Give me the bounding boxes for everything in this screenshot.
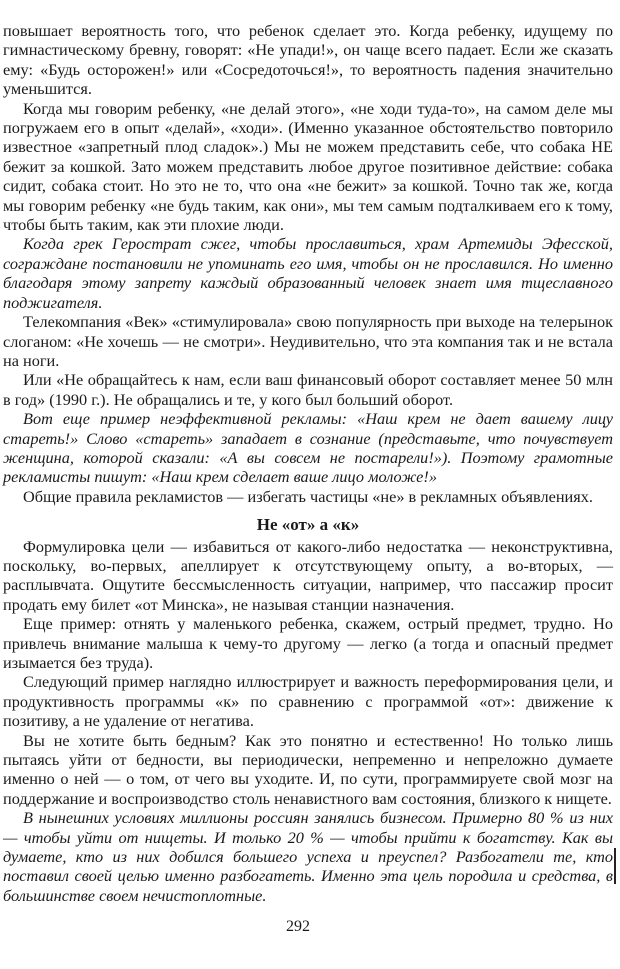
paragraph: Формулировка цели — избавиться от какого-либо недостатка — неконструктивна, поскольку, во-первых, апеллирует к отсутствующему опыту, а во-вторых, — расплывчата. Ощутите бессмысленность ситуации, например, что пассажир просит продать ему билет «от Минска», не называя станции назначения. (3, 536, 613, 614)
italic-example-paragraph: В нынешних условиях миллионы россиян занялись бизнесом. Примерно 80 % из них — чтобы уйти от нищеты. И только 20 % — чтобы прийти к богатству. Как вы думаете, кто из них добился большего успеха и преуспел? Разбогатели те, кто поставил своей целью именно разбогатеть. Именно эта цель породила и средства, в большинстве своем нечистоплотные. (3, 808, 613, 905)
paragraph: Следующий пример наглядно иллюстрирует и важность переформирования цели, и продуктивность программы «к» по сравнению с программой «от»: движение к позитиву, а не удаление от негатива. (3, 672, 613, 731)
scan-edge-mark (614, 848, 616, 884)
paragraph: Вы не хотите быть бедным? Как это понятно и естественно! Но только лишь пытаясь уйти от бедности, вы периодически, непременно и непреложно думаете именно о ней — о том, от чего вы уходите. И, по сути, программируете свой мозг на поддержание и воспроизводство столь ненавистного вам состояния, близкого к нищете. (3, 730, 613, 808)
section-heading: Не «от» а «к» (256, 515, 360, 535)
italic-example-paragraph: Когда грек Герострат сжег, чтобы прославиться, храм Артемиды Эфесской, сограждане постановили не упоминать его имя, чтобы он не прославился. Но именно благодаря этому запрету каждый образованный человек знает имя тщеславного поджигателя. (3, 234, 613, 312)
paragraph: повышает вероятность того, что ребенок сделает это. Когда ребенку, идущему по гимнастическому бревну, говорят: «Не упади!», он чаще всего падает. Если же сказать ему: «Будь осторожен!» или «Сосредоточься!», то вероятность падения значительно уменьшится. (3, 21, 613, 99)
paragraph: Телекомпания «Век» «стимулировала» свою популярность при выходе на телерынок слоганом: «Не хочешь — не смотри». Неудивительно, что эта компания так и не встала на ноги. (3, 312, 613, 370)
italic-example-paragraph: Вот еще пример неэффективной рекламы: «Наш крем не дает вашему лицу стареть!» Слово «стареть» западает в сознание (представьте, что почувствует женщина, которой сказали: «А вы совсем не постарели!»). Поэтому грамотные рекламисты пишут: «Наш крем сделает ваше лицо моложе!» (3, 409, 613, 487)
paragraph: Когда мы говорим ребенку, «не делай этого», «не ходи туда-то», на самом деле мы погружаем его в опыт «делай», «ходи». (Именно указанное обстоятельство повторило известное «запретный плод сладок».) Мы не можем представить себе, что собака НЕ бежит за кошкой. Зато можем представить любое другое позитивное действие: собака сидит, собака стоит. Но это не то, что она «не бежит» за кошкой. Точно так же, когда мы говорим ребенку «не будь таким, как они», мы тем самым подталкиваем его к тому, чтобы быть таким, как эти плохие люди. (3, 98, 613, 235)
book-page (3, 21, 613, 905)
paragraph: Общие правила рекламистов — избегать частицы «не» в рекламных объявлениях. (23, 486, 593, 506)
page-number: 292 (286, 918, 310, 935)
paragraph: Еще пример: отнять у маленького ребенка, скажем, острый предмет, трудно. Но привлечь внимание малыша к чему-то другому — легко (а тогда и опасный предмет изымается без труда). (3, 614, 613, 672)
paragraph: Или «Не обращайтесь к нам, если ваш финансовый оборот составляет менее 50 млн в год» (1990 г.). Не обращались и те, у кого был больший оборот. (3, 370, 613, 409)
